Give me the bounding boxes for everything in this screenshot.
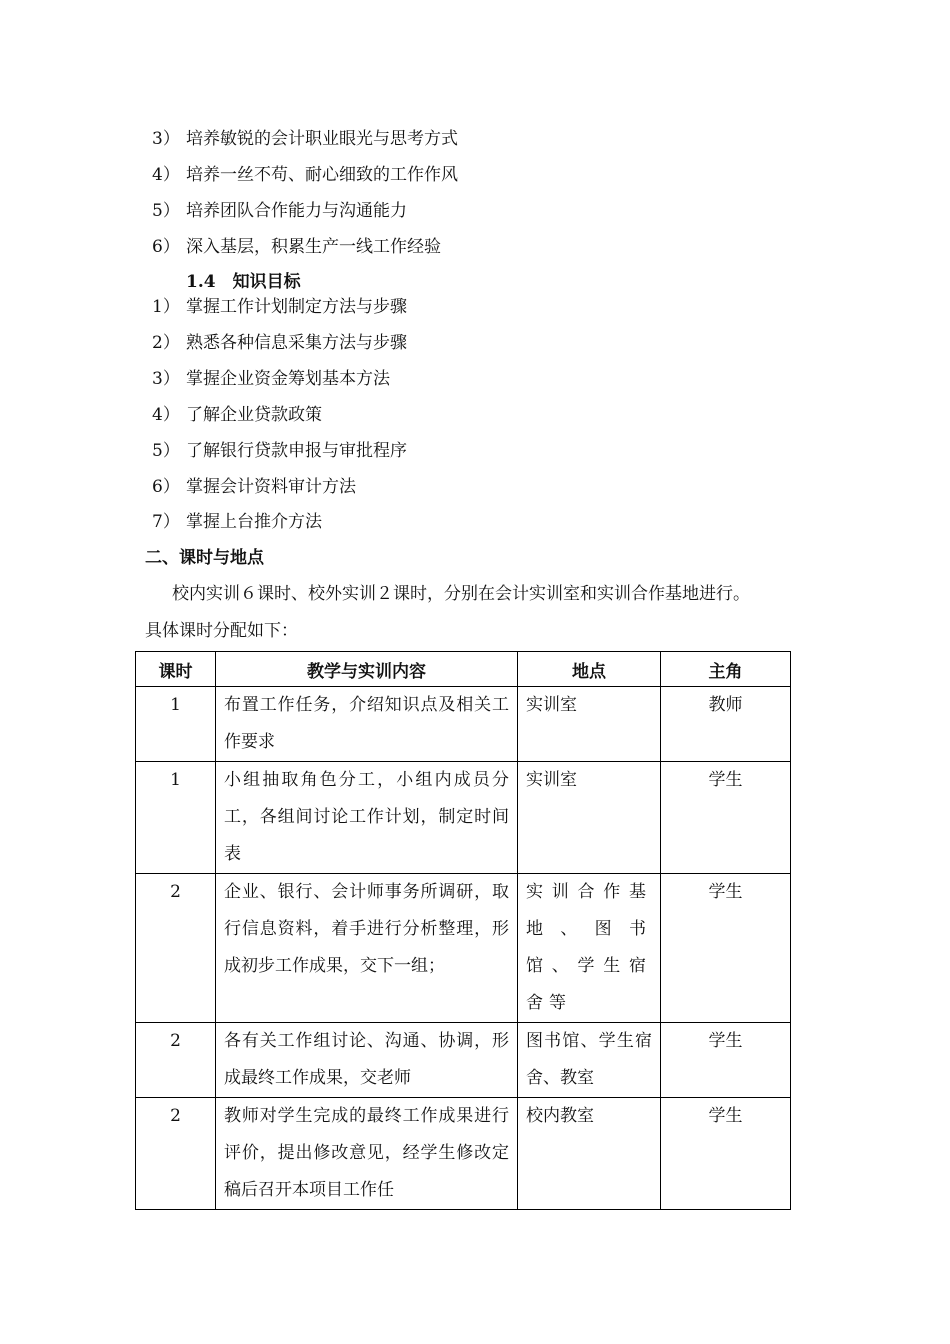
ability-item-4 [152,164,458,186]
section2-paragraph-line1: 校内实训６课时、校外实训２课时，分别在会计实训室和实训合作基地进行。 [172,584,750,604]
list-number: 6） [152,477,180,497]
cell-hours: 2 [136,874,216,1023]
list-text: 培养团队合作能力与沟通能力 [186,201,407,221]
table-row [136,687,791,762]
cell-role: 教师 [661,687,791,762]
cell-content: 各有关工作组讨论、沟通、协调，形成最终工作成果，交老师 [216,1023,518,1098]
cell-role: 学生 [661,1023,791,1098]
ability-item-6 [152,236,441,258]
list-text: 熟悉各种信息采集方法与步骤 [186,333,407,353]
cell-role: 学生 [661,874,791,1023]
list-text: 掌握上台推介方法 [186,512,322,532]
cell-place: 实训合作基地、图书馆、学生宿舍等 [518,874,661,1023]
cell-place: 校内教室 [518,1098,661,1210]
cell-content: 小组抽取角色分工，小组内成员分工，各组间讨论工作计划，制定时间表 [216,762,518,874]
list-text: 掌握会计资料审计方法 [186,477,356,497]
list-number: 5） [152,201,180,221]
knowledge-heading: 1.4 知识目标 [186,272,301,292]
schedule-table [135,651,791,1210]
list-number: 4） [152,405,180,425]
list-number: 6） [152,237,180,257]
cell-hours: 1 [136,762,216,874]
list-number: 5） [152,441,180,461]
cell-place: 实训室 [518,687,661,762]
section2-paragraph-line2: 具体课时分配如下： [145,621,298,641]
table-row [136,1023,791,1098]
cell-content: 布置工作任务，介绍知识点及相关工作要求 [216,687,518,762]
list-text: 深入基层，积累生产一线工作经验 [186,237,441,257]
ability-item-5 [152,200,407,222]
cell-hours: 1 [136,687,216,762]
cell-place: 图书馆、学生宿舍、教室 [518,1023,661,1098]
cell-hours: 2 [136,1023,216,1098]
knowledge-item-1 [152,296,407,318]
header-hours: 课时 [136,652,216,687]
list-text: 了解企业贷款政策 [186,405,322,425]
list-text: 掌握工作计划制定方法与步骤 [186,297,407,317]
knowledge-item-3 [152,368,390,390]
table-row [136,874,791,1023]
list-text: 掌握企业资金筹划基本方法 [186,369,390,389]
list-number: 1） [152,297,180,317]
header-role: 主角 [661,652,791,687]
knowledge-item-6 [152,476,356,498]
list-text: 培养敏锐的会计职业眼光与思考方式 [186,129,458,149]
header-content: 教学与实训内容 [216,652,518,687]
cell-role: 学生 [661,762,791,874]
knowledge-item-7 [152,511,322,533]
table-row [136,762,791,874]
header-place: 地点 [518,652,661,687]
list-number: 7） [152,512,180,532]
list-number: 4） [152,165,180,185]
table-row [136,1098,791,1210]
knowledge-item-5 [152,440,407,462]
knowledge-item-4 [152,404,322,426]
list-number: 3） [152,369,180,389]
cell-hours: 2 [136,1098,216,1210]
list-number: 2） [152,333,180,353]
list-text: 培养一丝不苟、耐心细致的工作作风 [186,165,458,185]
table-header-row [136,652,791,687]
knowledge-item-2 [152,332,407,354]
list-text: 了解银行贷款申报与审批程序 [186,441,407,461]
cell-place: 实训室 [518,762,661,874]
cell-content: 企业、银行、会计师事务所调研，取行信息资料，着手进行分析整理，形成初步工作成果，交下一组； [216,874,518,1023]
section2-heading: 二、课时与地点 [145,548,264,568]
cell-content: 教师对学生完成的最终工作成果进行评价，提出修改意见，经学生修改定稿后召开本项目工作任 [216,1098,518,1210]
list-number: 3） [152,129,180,149]
ability-item-3 [152,128,458,150]
cell-role: 学生 [661,1098,791,1210]
